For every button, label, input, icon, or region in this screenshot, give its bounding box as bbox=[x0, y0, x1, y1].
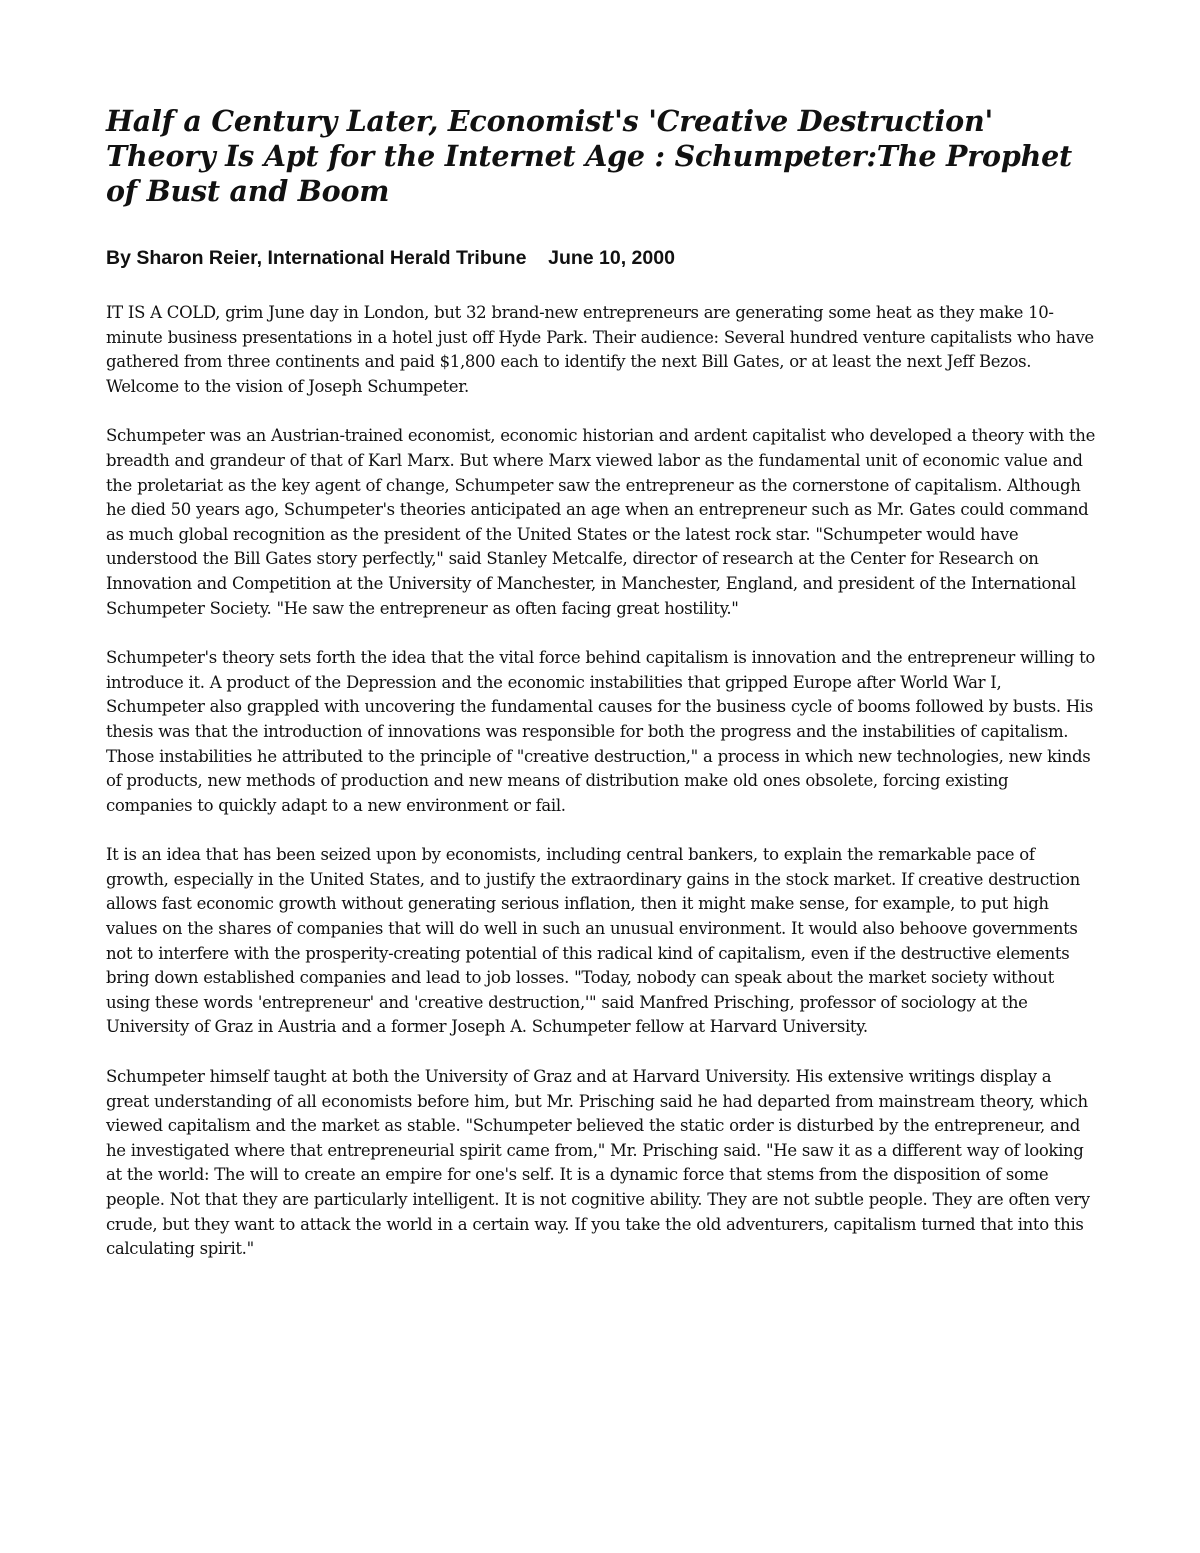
paragraph-3: Schumpeter's theory sets forth the idea that the vital force behind capitalism is innovation and the entrepreneur willing to introduce it. A product of the Depression and the economic instabilities that gripped Europe after World War I, Schumpeter also grappled with uncovering the fundamental causes for the business cycle of booms followed by busts. His thesis was that the introduction of innovations was responsible for both the progress and the instabilities of capitalism. bbox=[106, 648, 1095, 741]
article-byline: By Sharon Reier, International Herald Tribune June 10, 2000 bbox=[106, 247, 675, 269]
paragraph-4: Those instabilities he attributed to the principle of "creative destruction," a process in which new technologies, new kinds of products, new methods of production and new means of distribution make old ones obsolete, forcing existing companies to quickly adapt to a new environment or fail. bbox=[106, 746, 1091, 815]
article-title: Half a Century Later, Economist's 'Creative Destruction' Theory Is Apt for the Internet Age : Schumpeter:The Prophet of Bust and Boom bbox=[106, 104, 1072, 208]
article-page bbox=[106, 104, 1096, 1287]
paragraph-5: It is an idea that has been seized upon by economists, including central bankers, to explain the remarkable pace of growth, especially in the United States, and to justify the extraordinary gains in the stock market. If creative destruction allows fast economic growth without generating serious inflation, then it might make sense, for example, to put high values on the shares of companies that will do well in such an unusual environment. It would also behoove governments not to interfere with the prosperity-creating potential of this radical kind of capitalism, even if the destructive elements bring down established companies and lead to job losses. "Today, nobody can speak about the market society without using these words 'entrepreneur' and 'creative destruction,'" said Manfred Prisching, professor of sociology at the University of Graz in Austria and a former Joseph A. Schumpeter fellow at Harvard University. bbox=[106, 845, 1080, 1037]
paragraph-2: Schumpeter was an Austrian-trained economist, economic historian and ardent capitalist who developed a theory with the breadth and grandeur of that of Karl Marx. But where Marx viewed labor as the fundamental unit of economic value and the proletariat as the key agent of change, Schumpeter saw the entrepreneur as the cornerstone of capitalism. Although he died 50 years ago, Schumpeter's theories anticipated an age when an entrepreneur such as Mr. Gates could command as much global recognition as the president of the United States or the latest rock star. "Schumpeter would have understood the Bill Gates story perfectly," said Stanley Metcalfe, director of research at the Center for Research on Innovation and Competition at the University of Manchester, in Manchester, England, and president of the International Schumpeter Society. "He saw the entrepreneur as often facing great hostility." bbox=[106, 426, 1095, 618]
article-body bbox=[106, 301, 1096, 1262]
paragraph-1: IT IS A COLD, grim June day in London, but 32 brand-new entrepreneurs are generating some heat as they make 10-minute business presentations in a hotel just off Hyde Park. Their audience: Several hundred venture capitalists who have gathered from three continents and paid $1,800 each to identify the next Bill Gates, or at least the next Jeff Bezos. Welcome to the vision of Joseph Schumpeter. bbox=[106, 303, 1094, 396]
paragraph-6: Schumpeter himself taught at both the University of Graz and at Harvard University. His extensive writings display a great understanding of all economists before him, but Mr. Prisching said he had departed from mainstream theory, which viewed capitalism and the market as stable. "Schumpeter believed the static order is disturbed by the entrepreneur, and he investigated where that entrepreneurial spirit came from," Mr. Prisching said. "He saw it as a different way of looking at the world: The will to create an empire for one's self. It is a dynamic force that stems from the disposition of some people. Not that they are particularly intelligent. It is not cognitive ability. They are not subtle people. They are often very crude, but they want to attack the world in a certain way. If you take the old adventurers, capitalism turned that into this calculating spirit." bbox=[106, 1067, 1090, 1259]
